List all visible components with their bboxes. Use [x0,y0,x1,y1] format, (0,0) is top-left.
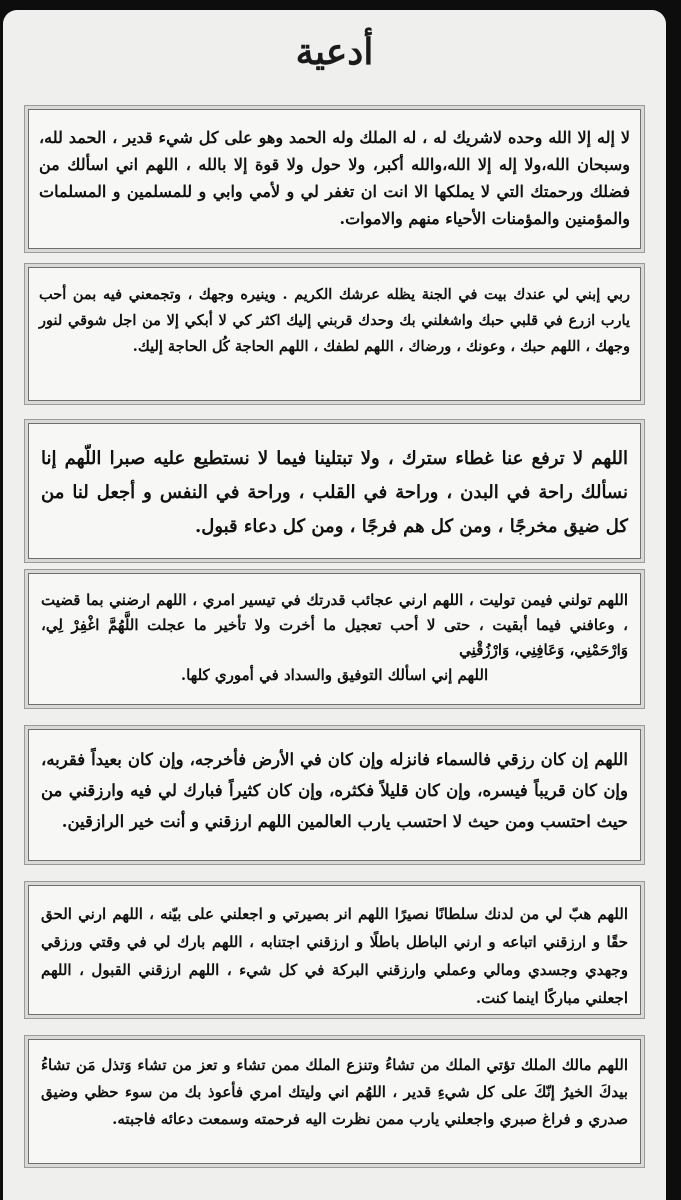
prayer-text-3: اللهم لا ترفع عنا غطاء سترك ، ولا تبتلينا فيما لا نستطيع عليه صبرا اللّهم إنا نسألك راحة في البدن ، وراحة في القلب ، وراحة في النفس و أجعل لنا من كل ضيق مخرجًا ، ومن كل هم فرجًا ، ومن كل دعاء قبول. [41,448,628,537]
prayer-text-7: اللهم مالك الملك تؤتي الملك من تشاءُ وتنزع الملك ممن تشاء و تعز من تشاء وَتذل مَن تشاءُ بيدكَ الخيرُ إنّكَ على كل شيءِ قدير ، اللهُم اني وليتك امري فأعوذ بك من سوء حظي وضيق صدري و فراغ صبري واجعلني يارب ممن نظرت اليه فرحمته وسمعت دعائه فاجبته. [41,1056,628,1128]
document-page [3,10,666,1200]
prayer-box-5 [28,729,641,861]
prayer-text-5: اللهم إن كان رزقي فالسماء فانزله وإن كان في الأرض فأخرجه، وإن كان بعيداً فقربه، وإن كان قريباً فيسره، وإن كان قليلاً فكثره، وإن كان كثيراً فبارك لي فيه وارزقني من حيث احتسب ومن حيث لا احتسب يارب العالمين اللهم ارزقني و أنت خير الرازقين. [41,750,628,831]
prayer-box-7 [28,1039,641,1164]
prayer-box-4 [28,573,641,705]
prayer-text-4: اللهم تولني فيمن توليت ، اللهم ارني عجائب قدرتك في تيسير امري ، اللهم ارضني بما قضيت ، وعافني فيما أبقيت ، حتى لا أحب تعجيل ما أخرت ولا تأخير ما عجلت اللَّهُمَّ اغْفِرْ لِي، وَارْحَمْنِي، وَعَافِنِي، وَارْزُقْنِي [41,591,628,659]
prayer-box-2 [28,267,641,401]
prayer-box-3 [28,423,641,559]
prayer-closing-4: اللهم إني اسألك التوفيق والسداد في أموري كلها. [180,666,489,684]
prayer-text-6: اللهم هبّ لي من لدنك سلطانًا نصيرًا اللهم انر بصيرتي و اجعلني على بيّنه ، اللهم ارني الحق حقًا و ارزقني اتباعه و ارني الباطل باطلًا و ارزقني اجتنابه ، اللهم بارك لي في وقتي ورزقي وجهدي وجسدي ومالي وعملي وارزقني البركة في كل شيء ، اللهم ارزقني القبول ، اللهم اجعلني مباركًا اينما كنت. [41,905,628,1007]
prayer-text-1: لا إله إلا الله وحده لاشريك له ، له الملك وله الحمد وهو على كل شيء قدير ، الحمد لله، وسبحان الله،ولا إله إلا الله،والله أكبر، ولا حول ولا قوة إلا بالله ، اللهم اني اسألك من فضلك ورحمتك التي لا يملكها الا انت ان تغفر لي و لأمي وابي و للمسلمين و المسلمات والمؤمنين والمؤمنات الأحياء منهم والاموات. [39,128,630,228]
prayer-text-2: ربي إبني لي عندك بيت في الجنة يظله عرشك الكريم . وينيره وجهك ، وتجمعني فيه بمن أحب يارب ازرع في قلبي حبك واشغلني بك وحدك قربني إليك اكثر كي لا أبكي إلا من اجل شوقي لنور وجهك ، اللهم حبك ، وعونك ، ورضاك ، اللهم لطفك ، اللهم الحاجة كُل الحاجة إليك. [39,286,630,355]
prayer-box-6 [28,885,641,1015]
prayer-box-1 [28,109,641,249]
page-title: أدعية [295,31,374,73]
